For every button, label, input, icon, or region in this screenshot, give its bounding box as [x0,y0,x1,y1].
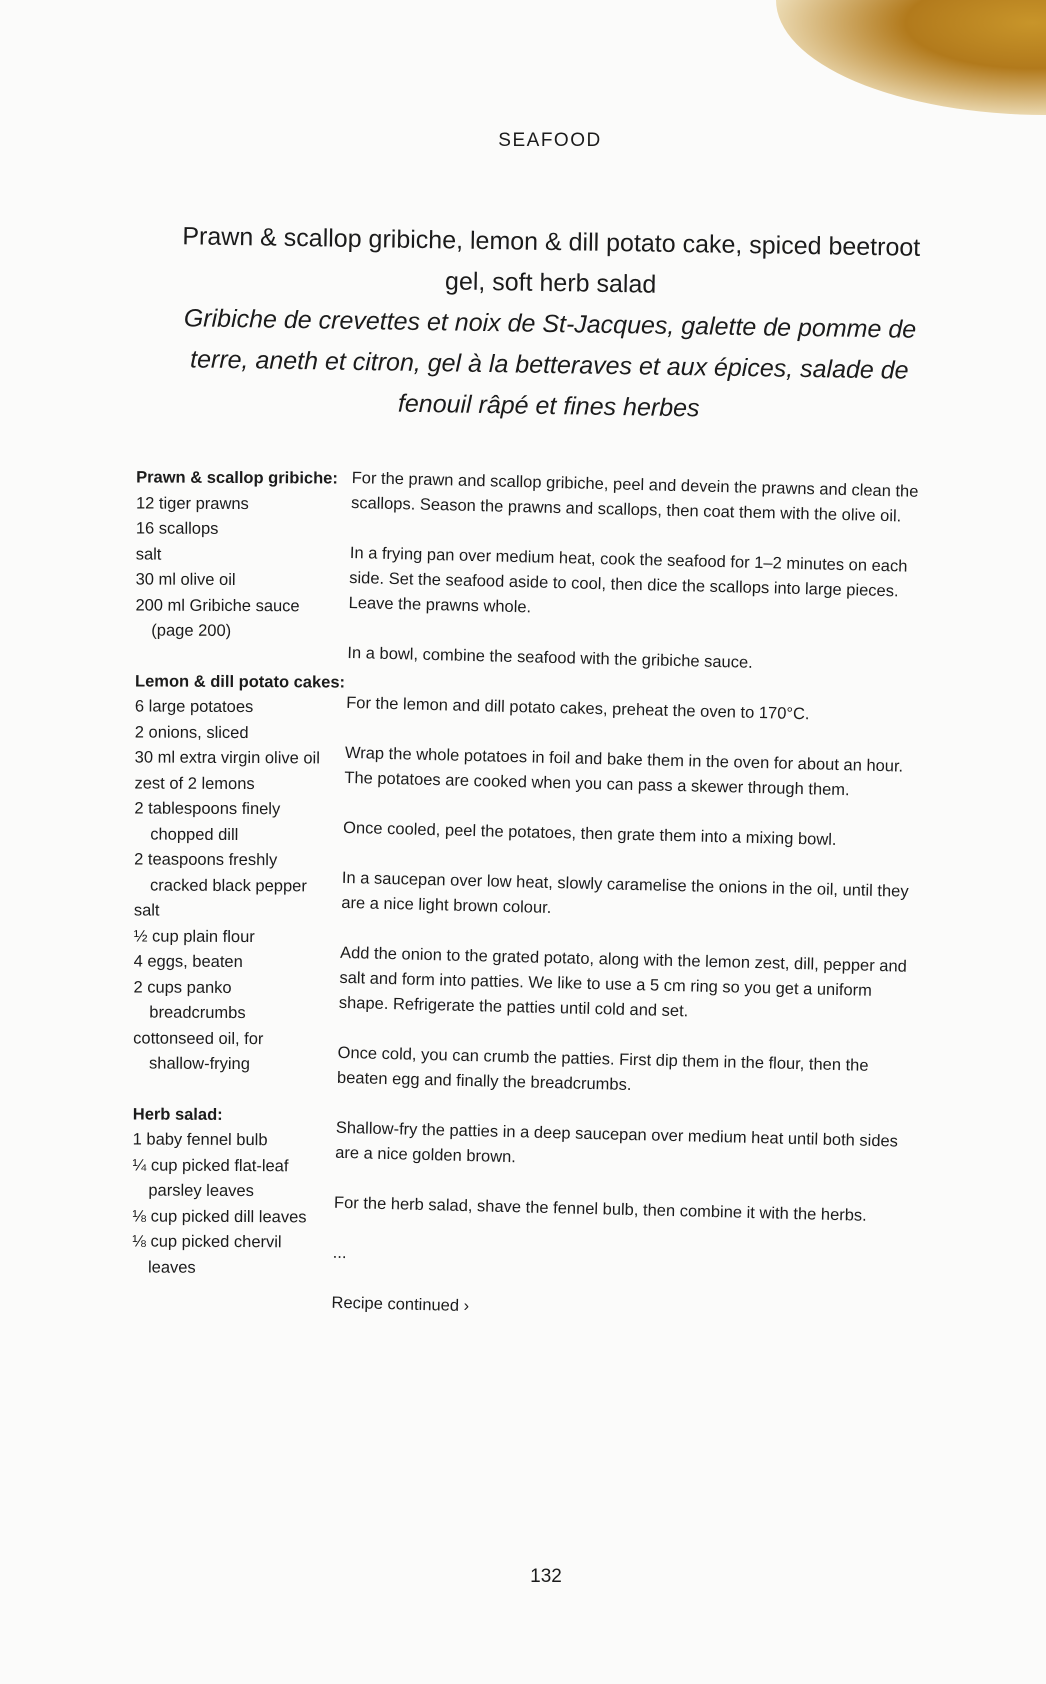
method-step: In a bowl, combine the seafood with the gribiche sauce. [347,643,753,672]
ingredient-group-heading: Prawn & scallop gribiche: [136,468,338,488]
ingredient-group [135,465,346,645]
ingredient-line: 4 eggs, beaten [133,952,243,972]
method-step: In a saucepan over low heat, slowly caramelise the onions in the oil, until they are a nice light brown colour. [341,868,909,917]
ingredient-line: 16 scallops [135,519,219,538]
ingredient-line: 2 tablespoons finely [134,799,281,819]
method-step: Shallow-fry the patties in a deep saucepan over medium heat until both sides are a nice golden brown. [334,1118,899,1167]
method-column [331,466,928,1355]
ingredient-line: salt [133,901,160,920]
method-step: Once cooled, peel the potatoes, then grate them into a mixing bowl. [342,818,837,849]
ingredient-line: 12 tiger prawns [135,493,249,513]
recipe-title [168,216,931,433]
ingredient-line: leaves [147,1258,196,1277]
ingredient-line: 200 ml Gribiche sauce [135,595,300,615]
ellipsis: ... [332,1243,347,1263]
section-header: SEAFOOD [498,130,602,151]
ingredient-line: ½ cup plain flour [133,926,255,946]
method-step: Add the onion to the grated potato, along with the lemon zest, dill, pepper and salt and form into patties. We like to use a 5 cm ring so you get a uniform shape. Refrigerate the patties until cold and set. [338,943,908,1021]
ingredient-line: 2 teaspoons freshly [134,850,278,870]
ingredient-line: 30 ml olive oil [135,570,236,589]
ingredient-line: salt [135,544,162,564]
page-number: 132 [530,1566,562,1587]
ingredient-line: chopped dill [150,825,239,844]
method-step: For the prawn and scallop gribiche, peel and devein the prawns and clean the scallops. Season the prawns and scallops, then coat them with the olive oil. [350,468,919,526]
ingredient-group [132,1102,343,1282]
ingredient-line: 2 onions, sliced [134,722,249,742]
ingredients-column [132,465,346,1306]
ingredient-line: parsley leaves [148,1181,254,1201]
title-english: Prawn & scallop gribiche, lemon & dill potato cake, spiced beetroot gel, soft herb salad [182,222,921,299]
ingredient-line: ¼ cup picked flat-leaf [132,1155,289,1175]
ingredient-line: 30 ml extra virgin olive oil [134,748,320,768]
method-step: For the lemon and dill potato cakes, preheat the oven to 170°C. [345,693,810,724]
ingredient-line: ⅛ cup picked dill leaves [132,1206,307,1226]
ingredient-line: 2 cups panko [133,977,232,997]
ingredient-line: ⅛ cup picked chervil [132,1232,282,1252]
ingredient-line: breadcrumbs [149,1003,246,1023]
ingredient-group-heading: Herb salad: [132,1104,223,1124]
method-step: Wrap the whole potatoes in foil and bake them in the oven for about an hour. The potatoes are cooked when you can pass a skewer through them. [344,743,904,800]
ingredient-group [133,669,345,1078]
ingredient-group-heading: Lemon & dill potato cakes: [135,671,346,692]
method-step: In a frying pan over medium heat, cook the seafood for 1–2 minutes on each side. Set the seafood aside to cool, then dice the scallops into large pieces. Leave the prawns whole. [348,543,908,617]
page-corner-shadow [776,0,1046,115]
ingredient-line: zest of 2 lemons [134,773,255,793]
ingredient-line: 6 large potatoes [134,697,254,717]
method-step: For the herb salad, shave the fennel bulb, then combine it with the herbs. [333,1193,867,1225]
title-french: Gribiche de crevettes et noix de St-Jacques, galette de pomme de terre, aneth et citron, gel à la betteraves et aux épices, salade de fenouil râpé et fines herbes [183,304,917,423]
method-step: Once cold, you can crumb the patties. First dip them in the flour, then the beaten egg and finally the breadcrumbs. [336,1043,869,1095]
ingredient-line: (page 200) [151,621,232,640]
recipe-continued-link[interactable]: Recipe continued › [331,1293,470,1316]
ingredient-line: 1 baby fennel bulb [132,1130,268,1150]
ingredient-line: cottonseed oil, for [133,1028,264,1048]
ingredient-line: shallow-frying [149,1054,250,1074]
ingredient-line: cracked black pepper [149,876,307,895]
